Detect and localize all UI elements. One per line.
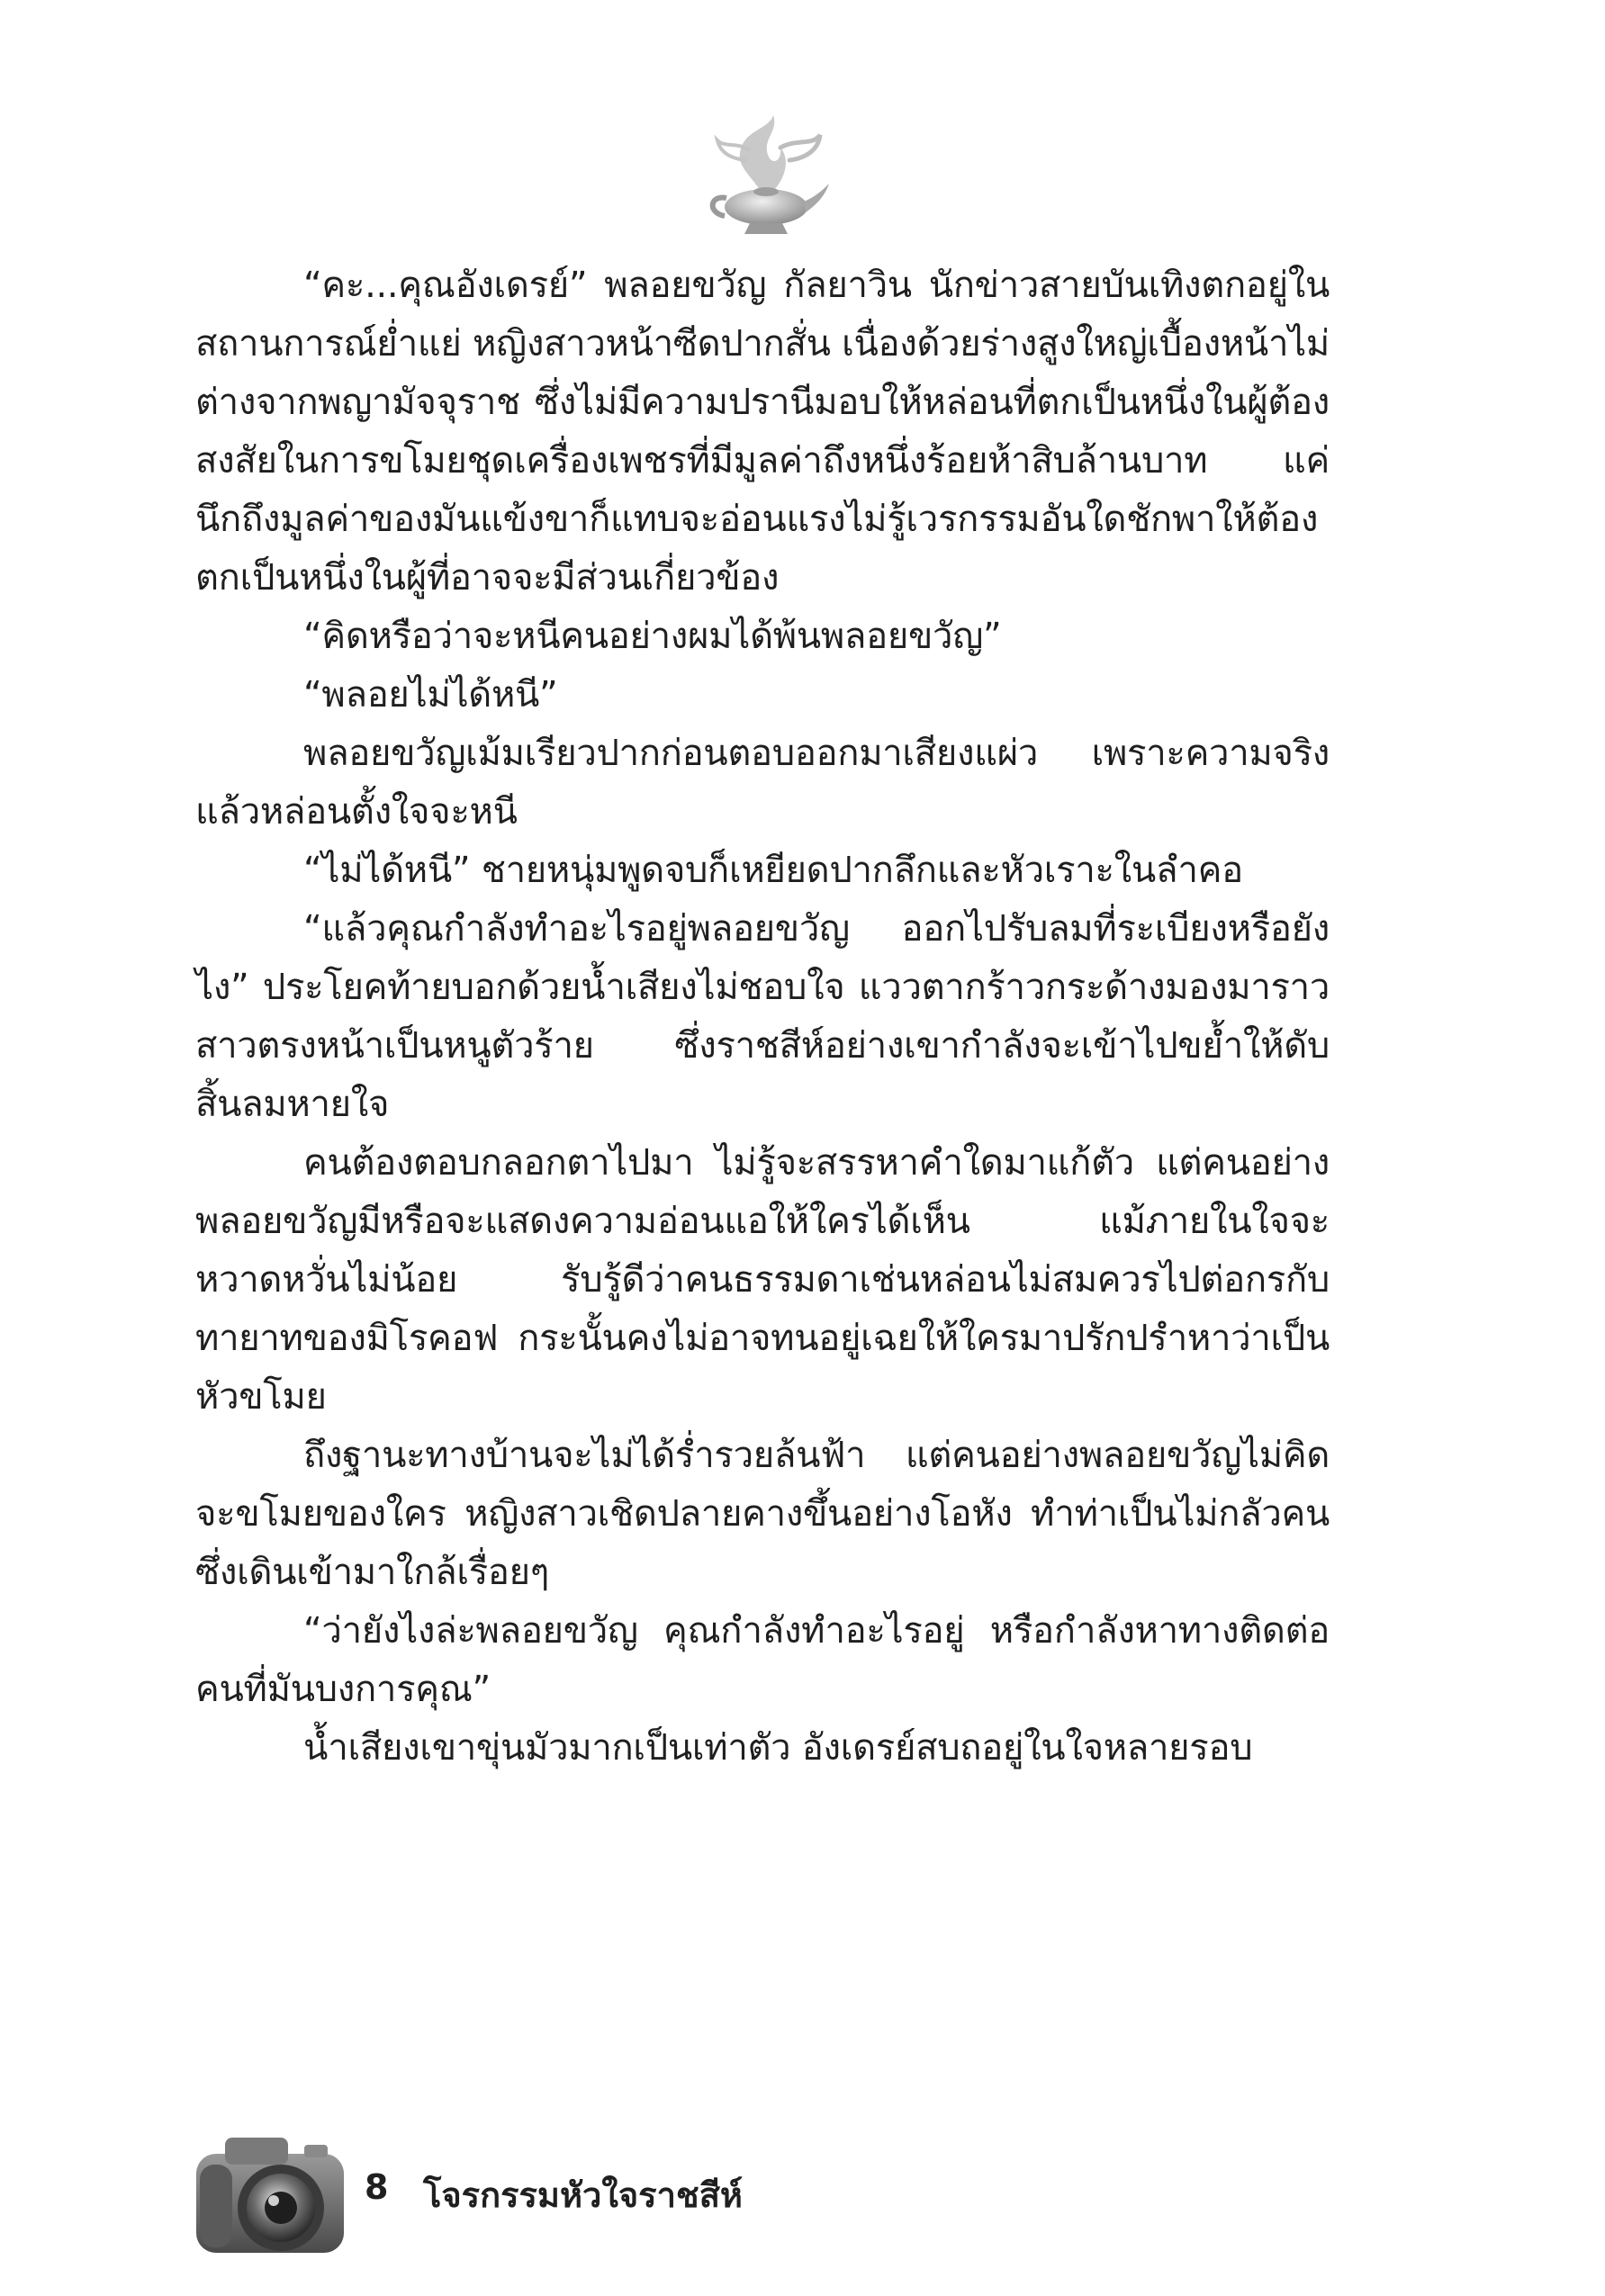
paragraph: “คะ...คุณอังเดรย์” พลอยขวัญ กัลยาวิน นักข่าวสายบันเทิงตกอยู่ในสถานการณ์ย่ำแย่ หญิงสาวหน้าซีดปากสั่น เนื่องด้วยร่างสูงใหญ่เบื้องหน้าไม่ต่างจากพญามัจจุราช ซึ่งไม่มีความปรานีมอบให้หล่อนที่ตกเป็นหนึ่งในผู้ต้องสงสัยในการขโมยชุดเครื่องเพชรที่มีมูลค่าถึงหนึ่งร้อยห้าสิบล้านบาท แค่นึกถึงมูลค่าของมันแข้งขาก็แทบจะอ่อนแรงไม่รู้เวรกรรมอันใดชักพาให้ต้องตกเป็นหนึ่งในผู้ที่อาจจะมีส่วนเกี่ยวข้อง: [195, 265, 1330, 599]
paragraph: พลอยขวัญเม้มเรียวปากก่อนตอบออกมาเสียงแผ่ว เพราะความจริงแล้วหล่อนตั้งใจจะหนี: [195, 733, 1330, 833]
paragraph: คนต้องตอบกลอกตาไปมา ไม่รู้จะสรรหาคำใดมาแก้ตัว แต่คนอย่างพลอยขวัญมีหรือจะแสดงความอ่อนแอให้ใครได้เห็น แม้ภายในใจจะหวาดหวั่นไม่น้อย รับรู้ดีว่าคนธรรมดาเช่นหล่อนไม่สมควรไปต่อกรกับทายาทของมิโรคอฟ กระนั้นคงไม่อาจทนอยู่เฉยให้ใครมาปรักปรำหาว่าเป็นหัวขโมย: [195, 1142, 1330, 1418]
page-number: 8: [365, 2167, 389, 2207]
paragraph: “คิดหรือว่าจะหนีคนอย่างผมได้พ้นพลอยขวัญ”: [303, 616, 1002, 657]
paragraph: “แล้วคุณกำลังทำอะไรอยู่พลอยขวัญ ออกไปรับลมที่ระเบียงหรือยังไง” ประโยคท้ายบอกด้วยน้ำเสียงไม่ชอบใจ แววตากร้าวกระด้างมองมาราวสาวตรงหน้าเป็นหนูตัวร้าย ซึ่งราชสีห์อย่างเขากำลังจะเข้าไปขย้ำให้ดับสิ้นลมหายใจ: [195, 908, 1330, 1125]
paragraph: ถึงฐานะทางบ้านจะไม่ได้ร่ำรวยล้นฟ้า แต่คนอย่างพลอยขวัญไม่คิดจะขโมยของใคร หญิงสาวเชิดปลายคางขึ้นอย่างโอหัง ทำท่าเป็นไม่กลัวคนซึ่งเดินเข้ามาใกล้เรื่อยๆ: [195, 1435, 1330, 1593]
camera-icon: [189, 2120, 351, 2264]
paragraph: “ว่ายังไงล่ะพลอยขวัญ คุณกำลังทำอะไรอยู่ หรือกำลังหาทางติดต่อคนที่มันบงการคุณ”: [195, 1610, 1330, 1710]
page-footer: [189, 2120, 999, 2264]
genie-lamp-icon: [698, 108, 833, 239]
paragraph: “ไม่ได้หนี” ชายหนุ่มพูดจบก็เหยียดปากลึกและหัวเราะในลำคอ: [303, 850, 1243, 891]
paragraph: “พลอยไม่ได้หนี”: [303, 674, 558, 716]
paragraph: น้ำเสียงเขาขุ่นมัวมากเป็นเท่าตัว อังเดรย์สบถอยู่ในใจหลายรอบ: [303, 1727, 1253, 1769]
book-title: โจรกรรมหัวใจราชสีห์: [423, 2175, 743, 2215]
body-text: [195, 257, 1330, 1778]
